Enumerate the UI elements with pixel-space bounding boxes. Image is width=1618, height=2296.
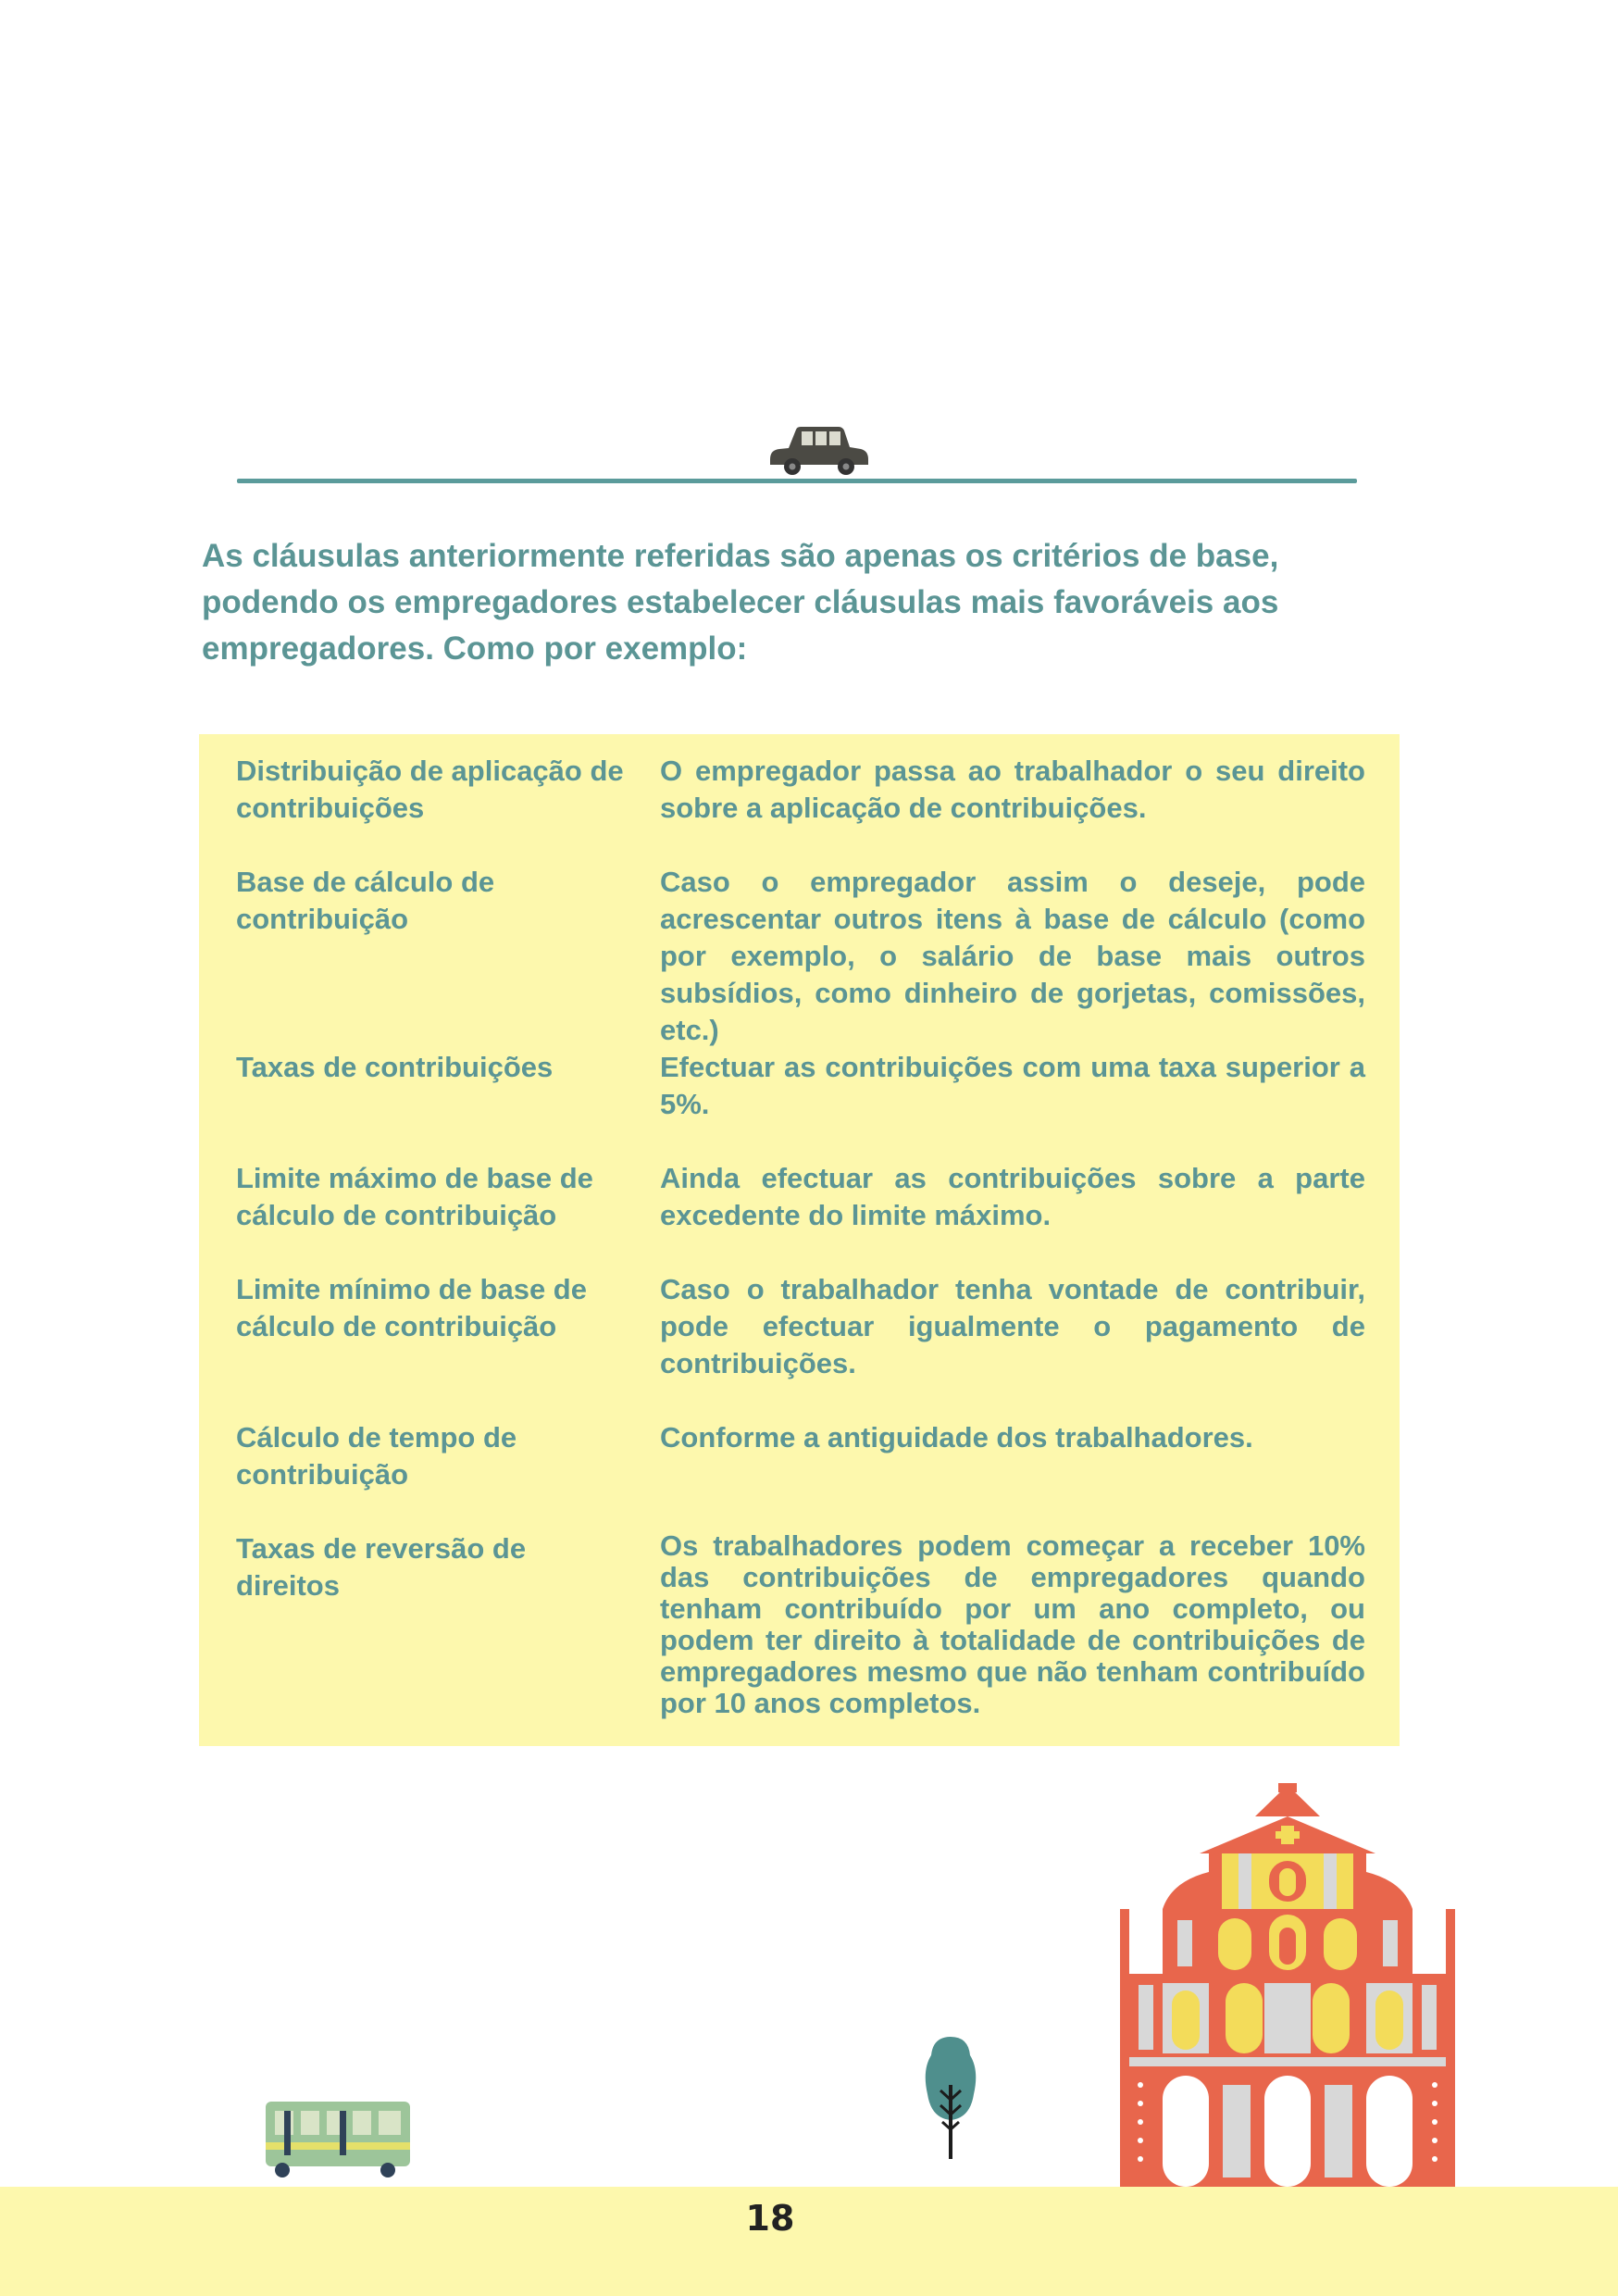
church-ruins-icon bbox=[1107, 1779, 1468, 2187]
clause-term: Cálculo de tempo de contribuição bbox=[236, 1421, 517, 1491]
clause-description: Os trabalhadores podem começar a receber 10% das contribuições de empregadores quando tenham contribuído por um ano completo, ou podem ter direito à totalidade de contribuições de empregadores mesmo que não tenham contribuído por 10 anos completos. bbox=[660, 1529, 1365, 1719]
road-line bbox=[237, 479, 1357, 483]
clause-description: Ainda efectuar as contribuições sobre a parte excedente do limite máximo. bbox=[660, 1162, 1365, 1231]
clause-term: Taxas de contribuições bbox=[236, 1051, 554, 1083]
page-number: 18 bbox=[745, 2198, 795, 2239]
clause-description: Caso o trabalhador tenha vontade de contribuir, pode efectuar igualmente o pagamento de contribuições. bbox=[660, 1273, 1365, 1379]
clause-term: Limite máximo de base de cálculo de contribuição bbox=[236, 1162, 593, 1231]
clause-description: Conforme a antiguidade dos trabalhadores. bbox=[660, 1421, 1253, 1454]
clause-description: O empregador passa ao trabalhador o seu direito sobre a aplicação de contribuições. bbox=[660, 755, 1365, 824]
car-icon bbox=[765, 424, 872, 478]
clause-description: Efectuar as contribuições com uma taxa superior a 5%. bbox=[660, 1051, 1365, 1120]
tree-icon bbox=[920, 2033, 981, 2163]
intro-paragraph: As cláusulas anteriormente referidas são apenas os critérios de base, podendo os empregadores estabelecer cláusulas mais favoráveis aos empregadores. Como por exemplo: bbox=[202, 538, 1279, 667]
bus-icon bbox=[264, 2098, 412, 2179]
clause-term: Taxas de reversão de direitos bbox=[236, 1532, 527, 1602]
clause-term: Distribuição de aplicação de contribuições bbox=[236, 755, 624, 824]
clause-term: Base de cálculo de contribuição bbox=[236, 866, 495, 935]
clause-term: Limite mínimo de base de cálculo de contribuição bbox=[236, 1273, 587, 1342]
clauses-table bbox=[199, 734, 1400, 1746]
clause-description: Caso o empregador assim o deseje, pode acrescentar outros itens à base de cálculo (como por exemplo, o salário de base mais outros subsídios, como dinheiro de gorjetas, comissões, etc.) bbox=[660, 866, 1365, 1046]
